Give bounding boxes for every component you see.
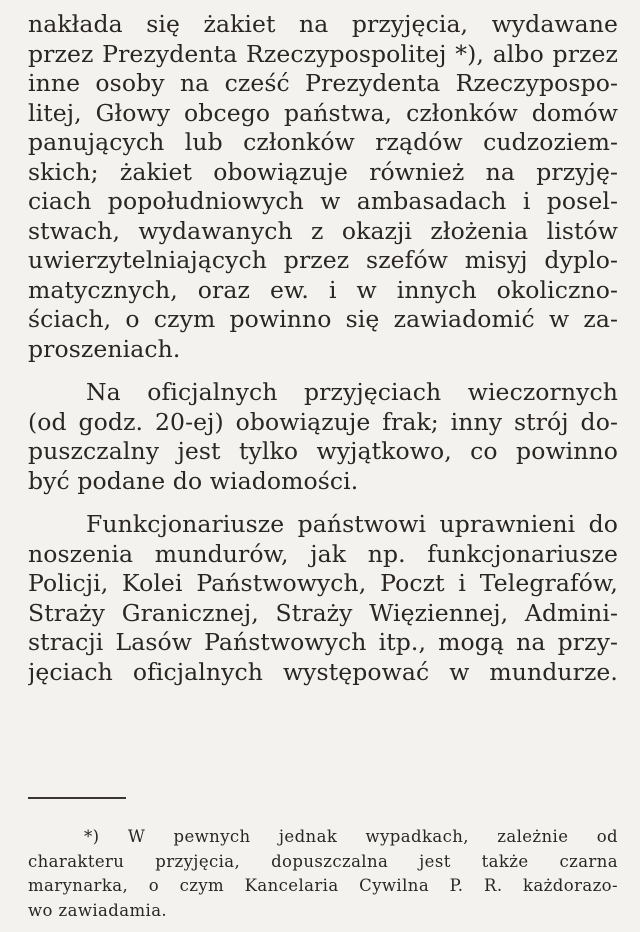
text-line: Policji, Kolei Państwowych, Poczt i Telegrafów, [28, 569, 618, 597]
footnote-line: wo zawiadamia. [28, 900, 168, 920]
text-line: panujących lub członków rządów cudzoziem- [28, 128, 618, 156]
text-line: matycznych, oraz ew. i w innych okoliczno- [28, 275, 618, 304]
text-line: ciach popołudniowych w ambasadach i posel- [28, 187, 618, 215]
text-line: stwach, wydawanych z okazji złożenia listów [28, 216, 618, 245]
text-line: puszczalny jest tylko wyjątkowo, co powinno [28, 437, 618, 465]
text-line: skich; żakiet obowiązuje również na przyję- [28, 157, 618, 186]
text-line: ściach, o czym powinno się zawiadomić w za- [28, 305, 618, 333]
text-line: (od godz. 20-ej) obowiązuje frak; inny strój do- [28, 407, 618, 436]
paragraph-3 [28, 510, 618, 687]
text-line: Funkcjonariusze państwowi uprawnieni do [86, 510, 618, 538]
footnote-divider [28, 797, 126, 799]
text-line: inne osoby na cześć Prezydenta Rzeczypospo- [28, 69, 618, 97]
text-line: noszenia mundurów, jak np. funkcjonariusze [28, 539, 618, 568]
text-line: Na oficjalnych przyjęciach wieczornych [86, 378, 618, 406]
text-line: nakłada się żakiet na przyjęcia, wydawane [28, 10, 618, 38]
footnote [28, 825, 618, 923]
paragraph-2 [28, 378, 618, 496]
text-line: przez Prezydenta Rzeczypospolitej *), albo przez [28, 39, 618, 68]
footnote-line: marynarka, o czym Kancelaria Cywilna P. R. każdorazo- [28, 876, 618, 895]
footnote-line: charakteru przyjęcia, dopuszczalna jest także czarna [28, 851, 618, 871]
text-line: uwierzytelniających przez szefów misyj dyplo- [28, 246, 618, 274]
document-page [28, 10, 618, 922]
text-line: proszeniach. [28, 334, 181, 363]
paragraph-1 [28, 10, 618, 364]
text-line: stracji Lasów Państwowych itp., mogą na przy- [28, 628, 618, 656]
text-line: jęciach oficjalnych występować w mundurze. [28, 657, 618, 686]
footnote-line: *) W pewnych jednak wypadkach, zależnie od [84, 827, 618, 846]
text-line: być podane do wiadomości. [28, 466, 359, 495]
text-line: Straży Granicznej, Straży Więziennej, Admini- [28, 598, 618, 627]
text-line: litej, Głowy obcego państwa, członków domów [28, 98, 618, 127]
